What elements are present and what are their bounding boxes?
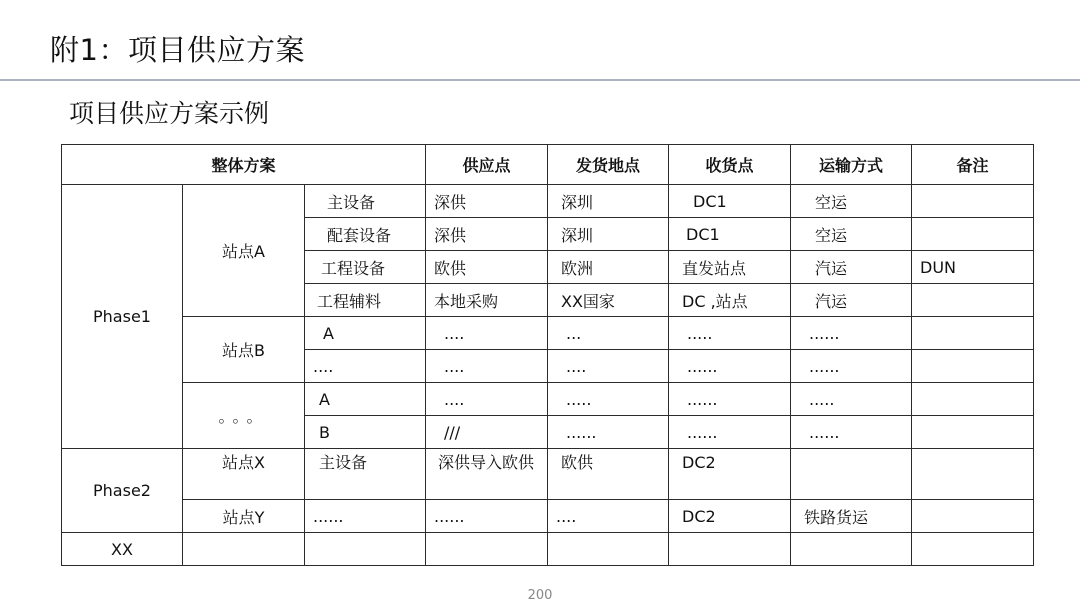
header-receiving-point: 收货点 <box>669 145 791 185</box>
receive-cell: 直发站点 <box>669 251 791 284</box>
site-x: 站点X <box>183 449 305 500</box>
table-row <box>62 533 1034 566</box>
remark-cell <box>912 185 1034 218</box>
header-remarks: 备注 <box>912 145 1034 185</box>
empty-cell <box>669 533 791 566</box>
item-cell: 主设备 <box>305 449 426 500</box>
empty-cell <box>305 533 426 566</box>
ship-from-cell: 深圳 <box>548 185 669 218</box>
receive-cell: DC2 <box>669 449 791 500</box>
slide-subtitle: 项目供应方案示例 <box>69 99 270 128</box>
transport-cell: 空运 <box>791 218 912 251</box>
group-xx: XX <box>62 533 183 566</box>
receive-cell: DC2 <box>669 500 791 533</box>
header-ship-from: 发货地点 <box>548 145 669 185</box>
table-row <box>62 449 1034 500</box>
remark-cell: DUN <box>912 251 1034 284</box>
receive-cell: DC1 <box>669 218 791 251</box>
supply-plan-table <box>61 144 1034 566</box>
remark-cell <box>912 350 1034 383</box>
table-row <box>62 317 1034 350</box>
header-overall-plan: 整体方案 <box>62 145 426 185</box>
remark-cell <box>912 383 1034 416</box>
supply-cell: ...... <box>426 500 548 533</box>
receive-cell: ...... <box>669 416 791 449</box>
ship-from-cell: 深圳 <box>548 218 669 251</box>
receive-cell: ...... <box>669 383 791 416</box>
group-phase1: Phase1 <box>62 185 183 449</box>
remark-cell <box>912 449 1034 500</box>
item-cell: 配套设备 <box>305 218 426 251</box>
site-b: 站点B <box>183 317 305 383</box>
ship-from-cell: 欧洲 <box>548 251 669 284</box>
item-cell: A <box>305 317 426 350</box>
supply-cell: .... <box>426 383 548 416</box>
empty-cell <box>791 533 912 566</box>
supply-cell: 深供 <box>426 185 548 218</box>
page-number: 200 <box>527 588 553 603</box>
table-row <box>62 185 1034 218</box>
item-cell: B <box>305 416 426 449</box>
ship-from-cell: 欧供 <box>548 449 669 500</box>
remark-cell <box>912 317 1034 350</box>
transport-cell: ...... <box>791 317 912 350</box>
supply-cell: /// <box>426 416 548 449</box>
empty-cell <box>183 533 305 566</box>
site-a: 站点A <box>183 185 305 317</box>
ship-from-cell: ..... <box>548 383 669 416</box>
remark-cell <box>912 416 1034 449</box>
remark-cell <box>912 284 1034 317</box>
transport-cell: 铁路货运 <box>791 500 912 533</box>
empty-cell <box>548 533 669 566</box>
receive-cell: DC1 <box>669 185 791 218</box>
empty-cell <box>426 533 548 566</box>
supply-cell: 欧供 <box>426 251 548 284</box>
table-row <box>62 383 1034 416</box>
ship-from-cell: XX国家 <box>548 284 669 317</box>
transport-cell <box>791 449 912 500</box>
header-row <box>62 145 1034 185</box>
supply-cell: 深供导入欧供 <box>426 449 548 500</box>
transport-cell: 汽运 <box>791 251 912 284</box>
receive-cell: DC ,站点 <box>669 284 791 317</box>
supply-cell: .... <box>426 317 548 350</box>
supply-cell: 本地采购 <box>426 284 548 317</box>
item-cell: 主设备 <box>305 185 426 218</box>
receive-cell: ..... <box>669 317 791 350</box>
receive-cell: ...... <box>669 350 791 383</box>
table-row <box>62 500 1034 533</box>
site-y: 站点Y <box>183 500 305 533</box>
header-transport-mode: 运输方式 <box>791 145 912 185</box>
item-cell: 工程辅料 <box>305 284 426 317</box>
ship-from-cell: ...... <box>548 416 669 449</box>
remark-cell <box>912 218 1034 251</box>
ship-from-cell: .... <box>548 500 669 533</box>
item-cell: A <box>305 383 426 416</box>
ship-from-cell: .... <box>548 350 669 383</box>
transport-cell: ...... <box>791 416 912 449</box>
title-divider <box>0 79 1080 81</box>
supply-cell: 深供 <box>426 218 548 251</box>
transport-cell: 汽运 <box>791 284 912 317</box>
transport-cell: ..... <box>791 383 912 416</box>
empty-cell <box>912 533 1034 566</box>
supply-cell: .... <box>426 350 548 383</box>
item-cell: 工程设备 <box>305 251 426 284</box>
transport-cell: 空运 <box>791 185 912 218</box>
header-supply-point: 供应点 <box>426 145 548 185</box>
group-phase2: Phase2 <box>62 449 183 533</box>
transport-cell: ...... <box>791 350 912 383</box>
slide-title: 附1：项目供应方案 <box>50 33 305 67</box>
remark-cell <box>912 500 1034 533</box>
item-cell: .... <box>305 350 426 383</box>
site-more: 。。。 <box>183 383 305 449</box>
item-cell: ...... <box>305 500 426 533</box>
ship-from-cell: ... <box>548 317 669 350</box>
